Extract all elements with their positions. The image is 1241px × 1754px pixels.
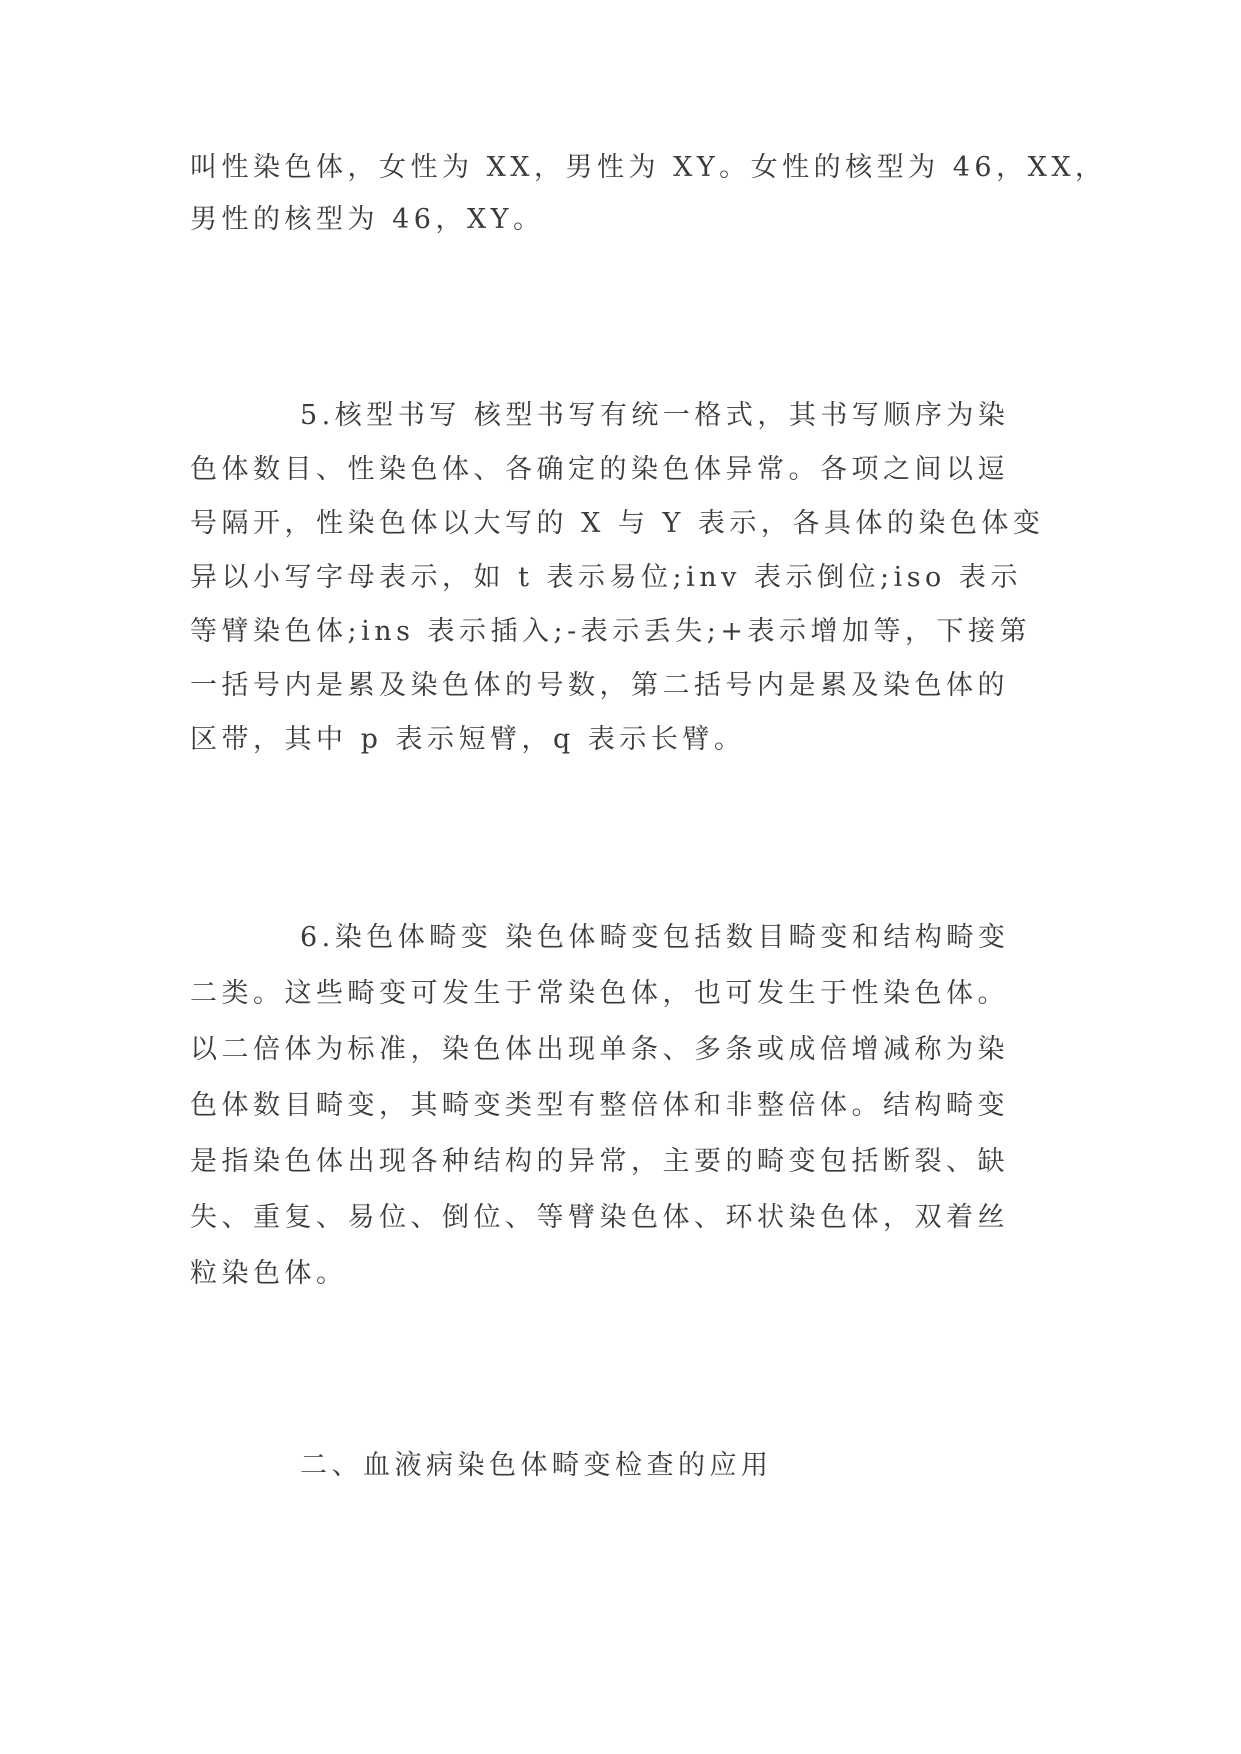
text-line: 二类。这些畸变可发生于常染色体，也可发生于性染色体。: [190, 978, 1009, 1009]
text-line: 粒染色体。: [190, 1258, 348, 1289]
text-line: 男性的核型为 46，XY。: [190, 204, 545, 235]
section-heading: 二、血液病染色体畸变检查的应用: [300, 1450, 773, 1481]
text-line: 6.染色体畸变 染色体畸变包括数目畸变和结构畸变: [300, 922, 1010, 953]
text-line: 一括号内是累及染色体的号数，第二括号内是累及染色体的: [190, 670, 1009, 701]
text-line: 以二倍体为标准，染色体出现单条、多条或成倍增减称为染: [190, 1034, 1009, 1065]
text-line: 是指染色体出现各种结构的异常，主要的畸变包括断裂、缺: [190, 1146, 1009, 1177]
text-line: 失、重复、易位、倒位、等臂染色体、环状染色体，双着丝: [190, 1202, 1009, 1233]
text-line: 色体数目、性染色体、各确定的染色体异常。各项之间以逗: [190, 454, 1009, 485]
text-line: 区带，其中 p 表示短臂，q 表示长臂。: [190, 724, 746, 755]
text-line: 叫性染色体，女性为 XX，男性为 XY。女性的核型为 46，XX，: [190, 152, 1107, 183]
text-line: 5.核型书写 核型书写有统一格式，其书写顺序为染: [300, 400, 1010, 431]
text-line: 异以小写字母表示，如 t 表示易位;inv 表示倒位;iso 表示: [190, 562, 1022, 593]
text-line: 色体数目畸变，其畸变类型有整倍体和非整倍体。结构畸变: [190, 1090, 1009, 1121]
text-line: 等臂染色体;ins 表示插入;-表示丢失;+表示增加等，下接第: [190, 616, 1031, 647]
text-line: 号隔开，性染色体以大写的 X 与 Y 表示，各具体的染色体变: [190, 508, 1045, 539]
